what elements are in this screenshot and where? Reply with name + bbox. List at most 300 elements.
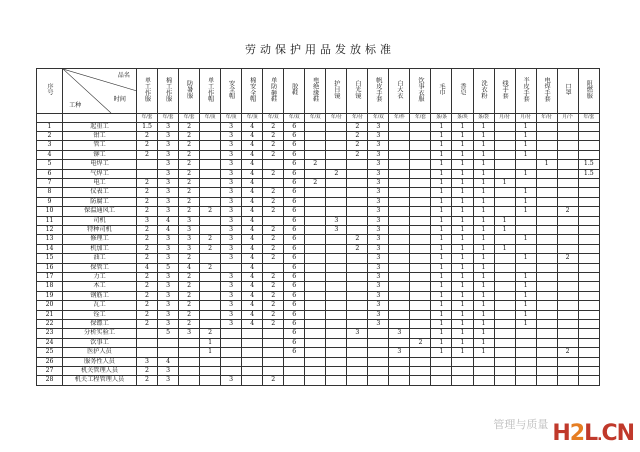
value-cell: 1: [431, 310, 452, 319]
value-cell: 4: [242, 131, 263, 140]
value-cell: 1: [473, 160, 494, 169]
value-cell: [368, 329, 389, 338]
trade-name: 机加工: [63, 244, 137, 253]
value-cell: 3: [158, 254, 179, 263]
value-cell: [326, 178, 347, 187]
value-cell: 4: [242, 282, 263, 291]
value-cell: 1: [452, 141, 473, 150]
value-cell: 1: [515, 320, 536, 329]
table-row: [37, 178, 600, 187]
value-cell: [557, 376, 578, 385]
value-cell: [536, 188, 557, 197]
value-cell: [200, 376, 221, 385]
value-cell: 3: [368, 188, 389, 197]
value-cell: 3: [368, 291, 389, 300]
value-cell: [305, 169, 326, 178]
value-cell: [578, 348, 599, 357]
row-number: 22: [37, 320, 63, 329]
value-cell: 4: [242, 244, 263, 253]
value-cell: 1: [473, 178, 494, 187]
value-cell: [326, 357, 347, 366]
table-row: [37, 282, 600, 291]
value-cell: [389, 141, 410, 150]
value-cell: [557, 357, 578, 366]
value-cell: [347, 291, 368, 300]
value-cell: [347, 254, 368, 263]
table-row: [37, 207, 600, 216]
value-cell: 4: [242, 225, 263, 234]
value-cell: 6: [284, 291, 305, 300]
value-cell: 3: [221, 188, 242, 197]
value-cell: 3: [368, 301, 389, 310]
value-cell: 4: [242, 178, 263, 187]
value-cell: [200, 320, 221, 329]
trade-name: 电焊工: [63, 160, 137, 169]
value-cell: [557, 244, 578, 253]
value-cell: 2: [179, 273, 200, 282]
value-cell: [368, 367, 389, 376]
value-cell: 1: [473, 197, 494, 206]
value-cell: 3: [221, 178, 242, 187]
value-cell: 2: [137, 282, 158, 291]
value-cell: 3: [179, 235, 200, 244]
value-cell: [578, 338, 599, 347]
row-number: 24: [37, 338, 63, 347]
value-cell: 2: [179, 301, 200, 310]
value-cell: 6: [284, 282, 305, 291]
value-cell: [200, 357, 221, 366]
value-cell: 6: [284, 207, 305, 216]
row-number: 26: [37, 357, 63, 366]
value-cell: [431, 376, 452, 385]
trade-name: 保镖工: [63, 320, 137, 329]
value-cell: 1: [473, 263, 494, 272]
value-cell: 2: [179, 291, 200, 300]
value-cell: 2: [347, 235, 368, 244]
value-cell: 3: [221, 160, 242, 169]
value-cell: [305, 216, 326, 225]
value-cell: 1: [452, 254, 473, 263]
value-cell: 6: [284, 178, 305, 187]
value-cell: [410, 282, 431, 291]
value-cell: [536, 169, 557, 178]
value-cell: [347, 320, 368, 329]
value-cell: [368, 348, 389, 357]
value-cell: 3: [221, 169, 242, 178]
value-cell: 3: [221, 216, 242, 225]
value-cell: [305, 207, 326, 216]
value-cell: 1: [494, 178, 515, 187]
table-row: [37, 310, 600, 319]
site-logo: H2L.CN: [552, 421, 634, 446]
value-cell: [578, 254, 599, 263]
value-cell: [305, 235, 326, 244]
value-cell: 3: [221, 273, 242, 282]
value-cell: [557, 188, 578, 197]
value-cell: [578, 178, 599, 187]
value-cell: 2: [410, 338, 431, 347]
value-cell: [200, 141, 221, 150]
trade-name: 医护人员: [63, 348, 137, 357]
value-cell: [221, 338, 242, 347]
value-cell: [578, 150, 599, 159]
value-cell: [326, 197, 347, 206]
item-header: 棉工作服: [158, 69, 179, 114]
value-cell: [137, 329, 158, 338]
value-cell: [452, 357, 473, 366]
value-cell: 6: [284, 169, 305, 178]
value-cell: [137, 160, 158, 169]
value-cell: 4: [242, 216, 263, 225]
value-cell: 1: [494, 225, 515, 234]
value-cell: 6: [284, 263, 305, 272]
value-cell: 3: [158, 122, 179, 131]
value-cell: [557, 169, 578, 178]
value-cell: [410, 131, 431, 140]
value-cell: 3: [179, 225, 200, 234]
value-cell: 1: [431, 348, 452, 357]
value-cell: 2: [137, 178, 158, 187]
value-cell: 2: [179, 310, 200, 319]
value-cell: [326, 207, 347, 216]
value-cell: [410, 141, 431, 150]
value-cell: 1: [431, 122, 452, 131]
value-cell: [242, 357, 263, 366]
value-cell: [494, 291, 515, 300]
value-cell: [557, 338, 578, 347]
trade-name: 特种司机: [63, 225, 137, 234]
value-cell: [305, 348, 326, 357]
value-cell: 3: [158, 169, 179, 178]
value-cell: [305, 254, 326, 263]
value-cell: [368, 376, 389, 385]
value-cell: [389, 254, 410, 263]
value-cell: 1: [452, 225, 473, 234]
value-cell: [578, 329, 599, 338]
value-cell: 3: [368, 225, 389, 234]
value-cell: 2: [263, 188, 284, 197]
table-row: [37, 254, 600, 263]
value-cell: 1: [431, 216, 452, 225]
item-header: 电焊手套: [536, 69, 557, 114]
value-cell: [578, 273, 599, 282]
value-cell: 5: [158, 329, 179, 338]
table-row: [37, 367, 600, 376]
value-cell: [200, 282, 221, 291]
value-cell: 1: [473, 310, 494, 319]
value-cell: 3: [221, 301, 242, 310]
value-cell: [221, 348, 242, 357]
row-number: 12: [37, 225, 63, 234]
item-header: 饮事衣服: [410, 69, 431, 114]
value-cell: [578, 367, 599, 376]
value-cell: [389, 207, 410, 216]
table-row: [37, 338, 600, 347]
value-cell: [326, 367, 347, 376]
value-cell: [389, 357, 410, 366]
value-cell: [557, 131, 578, 140]
value-cell: 1: [473, 273, 494, 282]
value-cell: 2: [263, 131, 284, 140]
value-cell: [305, 320, 326, 329]
value-cell: 3: [158, 235, 179, 244]
value-cell: [200, 291, 221, 300]
corner-item-label: 品名: [117, 72, 130, 79]
value-cell: [410, 244, 431, 253]
value-cell: [494, 376, 515, 385]
value-cell: [263, 357, 284, 366]
value-cell: 1: [431, 329, 452, 338]
unit-cell: 年/双: [284, 114, 305, 123]
value-cell: 1: [431, 178, 452, 187]
value-cell: [431, 367, 452, 376]
value-cell: [200, 150, 221, 159]
value-cell: 1: [515, 282, 536, 291]
unit-cell: 年/双: [368, 114, 389, 123]
value-cell: 1: [473, 291, 494, 300]
value-cell: 1: [452, 150, 473, 159]
value-cell: 2: [179, 254, 200, 263]
value-cell: 1: [431, 263, 452, 272]
value-cell: [326, 338, 347, 347]
value-cell: 2: [179, 197, 200, 206]
value-cell: 1: [494, 244, 515, 253]
value-cell: 2: [179, 320, 200, 329]
item-header: 半皮手套: [515, 69, 536, 114]
value-cell: 6: [284, 235, 305, 244]
value-cell: 3: [368, 320, 389, 329]
value-cell: [326, 244, 347, 253]
value-cell: 2: [179, 160, 200, 169]
value-cell: 1: [200, 348, 221, 357]
value-cell: [200, 131, 221, 140]
value-cell: 3: [158, 320, 179, 329]
trade-name: 电工: [63, 178, 137, 187]
value-cell: 2: [137, 320, 158, 329]
value-cell: 2: [137, 376, 158, 385]
trade-name: 瓦工: [63, 301, 137, 310]
value-cell: 1: [473, 301, 494, 310]
value-cell: [536, 329, 557, 338]
row-number: 13: [37, 235, 63, 244]
item-header: 帆皮手套: [368, 69, 389, 114]
value-cell: 3: [137, 216, 158, 225]
item-header: 洗衣粉: [473, 69, 494, 114]
value-cell: 1: [473, 320, 494, 329]
value-cell: [515, 338, 536, 347]
value-cell: [389, 150, 410, 159]
value-cell: [515, 244, 536, 253]
value-cell: [347, 216, 368, 225]
value-cell: 6: [284, 348, 305, 357]
value-cell: 6: [284, 216, 305, 225]
value-cell: 2: [263, 254, 284, 263]
value-cell: 2: [347, 141, 368, 150]
value-cell: 4: [242, 291, 263, 300]
value-cell: [410, 357, 431, 366]
row-number: 18: [37, 282, 63, 291]
value-cell: 2: [263, 310, 284, 319]
value-cell: [200, 160, 221, 169]
value-cell: [389, 188, 410, 197]
row-number: 14: [37, 244, 63, 253]
value-cell: [473, 376, 494, 385]
value-cell: 3: [368, 169, 389, 178]
trade-name: 力工: [63, 273, 137, 282]
value-cell: 6: [284, 301, 305, 310]
table-row: [37, 301, 600, 310]
value-cell: [389, 291, 410, 300]
value-cell: [557, 273, 578, 282]
value-cell: 2: [179, 131, 200, 140]
value-cell: [263, 160, 284, 169]
value-cell: 2: [263, 197, 284, 206]
value-cell: 1: [473, 235, 494, 244]
value-cell: [347, 273, 368, 282]
value-cell: 1: [452, 178, 473, 187]
value-cell: [536, 122, 557, 131]
value-cell: [326, 122, 347, 131]
value-cell: 1: [452, 263, 473, 272]
value-cell: [515, 160, 536, 169]
value-cell: 6: [284, 150, 305, 159]
value-cell: [326, 273, 347, 282]
value-cell: [494, 320, 515, 329]
value-cell: [200, 197, 221, 206]
value-cell: [515, 216, 536, 225]
value-cell: 1: [515, 197, 536, 206]
item-header: 胶鞋: [284, 69, 305, 114]
value-cell: 3: [158, 188, 179, 197]
value-cell: [326, 263, 347, 272]
value-cell: [200, 301, 221, 310]
row-number: 4: [37, 150, 63, 159]
value-cell: 6: [284, 197, 305, 206]
value-cell: 4: [242, 141, 263, 150]
table-row: [37, 225, 600, 234]
value-cell: [389, 282, 410, 291]
value-cell: 3: [158, 291, 179, 300]
value-cell: 1: [452, 131, 473, 140]
value-cell: [578, 282, 599, 291]
value-cell: [557, 367, 578, 376]
trade-name: 油工: [63, 254, 137, 263]
unit-cell: 年/件: [389, 114, 410, 123]
value-cell: 1: [431, 254, 452, 263]
value-cell: [389, 131, 410, 140]
value-cell: 3: [221, 320, 242, 329]
value-cell: 6: [284, 160, 305, 169]
value-cell: [578, 235, 599, 244]
value-cell: [410, 188, 431, 197]
value-cell: [263, 263, 284, 272]
value-cell: 3: [368, 122, 389, 131]
row-number: 25: [37, 348, 63, 357]
value-cell: [557, 235, 578, 244]
value-cell: 1: [473, 244, 494, 253]
value-cell: [515, 357, 536, 366]
value-cell: [410, 254, 431, 263]
value-cell: [305, 188, 326, 197]
value-cell: [284, 376, 305, 385]
value-cell: [536, 338, 557, 347]
row-number: 1: [37, 122, 63, 131]
value-cell: [410, 225, 431, 234]
value-cell: [368, 338, 389, 347]
value-cell: 5: [158, 263, 179, 272]
value-cell: 3: [368, 207, 389, 216]
value-cell: [536, 178, 557, 187]
value-cell: [578, 291, 599, 300]
value-cell: [347, 169, 368, 178]
value-cell: [557, 122, 578, 131]
trade-name: 木工: [63, 282, 137, 291]
value-cell: 3: [221, 225, 242, 234]
value-cell: 2: [305, 160, 326, 169]
value-cell: 2: [137, 197, 158, 206]
value-cell: 1: [515, 291, 536, 300]
value-cell: 3: [158, 150, 179, 159]
value-cell: 3: [368, 216, 389, 225]
value-cell: [494, 263, 515, 272]
value-cell: 1: [452, 273, 473, 282]
value-cell: [410, 207, 431, 216]
value-cell: [515, 348, 536, 357]
value-cell: 1: [452, 169, 473, 178]
value-cell: [515, 263, 536, 272]
value-cell: 2: [263, 225, 284, 234]
value-cell: [536, 131, 557, 140]
item-header: 电绝缘鞋: [305, 69, 326, 114]
value-cell: 1: [431, 160, 452, 169]
value-cell: [410, 376, 431, 385]
trade-name: 管工: [63, 141, 137, 150]
unit-cell: 月/付: [515, 114, 536, 123]
value-cell: 4: [242, 310, 263, 319]
item-header: 香皂: [452, 69, 473, 114]
value-cell: [557, 160, 578, 169]
value-cell: [536, 310, 557, 319]
value-cell: 1: [473, 131, 494, 140]
value-cell: 2: [179, 150, 200, 159]
value-cell: 1: [431, 235, 452, 244]
value-cell: [389, 235, 410, 244]
value-cell: 3: [158, 367, 179, 376]
unit-cell: 年/顶: [242, 114, 263, 123]
value-cell: [347, 207, 368, 216]
value-cell: [305, 376, 326, 385]
value-cell: [515, 329, 536, 338]
value-cell: 2: [347, 150, 368, 159]
value-cell: [557, 263, 578, 272]
value-cell: 4: [242, 197, 263, 206]
value-cell: 2: [179, 141, 200, 150]
value-cell: 4: [242, 320, 263, 329]
value-cell: [536, 282, 557, 291]
item-header: 阻燃服: [578, 69, 599, 114]
value-cell: [389, 216, 410, 225]
table-row: [37, 188, 600, 197]
value-cell: [494, 169, 515, 178]
value-cell: 2: [263, 273, 284, 282]
value-cell: 4: [242, 160, 263, 169]
trade-name: 服务性人员: [63, 357, 137, 366]
value-cell: 3: [158, 197, 179, 206]
value-cell: 1: [515, 235, 536, 244]
value-cell: [536, 301, 557, 310]
value-cell: 1: [452, 188, 473, 197]
value-cell: 1.5: [137, 122, 158, 131]
